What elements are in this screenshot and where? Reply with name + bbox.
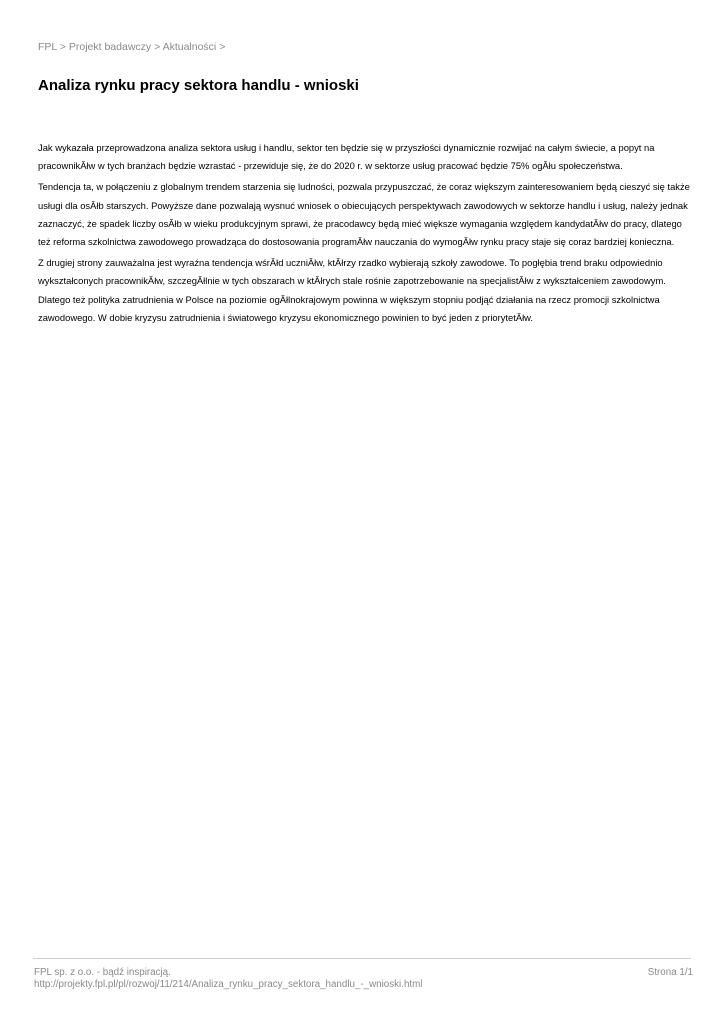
page-title: Analiza rynku pracy sektora handlu - wnioski (38, 77, 359, 94)
page-number: Strona 1/1 (647, 967, 693, 978)
breadcrumb-separator: > (59, 41, 66, 53)
breadcrumb-separator: > (154, 41, 161, 53)
breadcrumb-item-projekt-badawczy[interactable]: Projekt badawczy (68, 41, 152, 53)
breadcrumb (38, 41, 225, 53)
footer-divider (33, 958, 691, 959)
article-paragraph-2: Tendencja ta, w połączeniu z globalnym trendem starzenia się ludności, pozwala przypuszczać, że coraz większym zainteresowaniem będą cieszyć się także usługi dla osĂłb starszych. Powyższe dane pozwalają wysnuć wniosek o obiecujących perspektywach zawodowych w sektorze handlu i usług, należy jednak zaznaczyć, że spadek liczby osĂłb w wieku produkcyjnym sprawi, że pracodawcy będą mieć większe wymagania względem kandydatĂłw do pracy, dlatego też reforma szkolnictwa zawodowego prowadząca do dostosowania programĂłw nauczania do wymogĂłw rynku pracy staje się coraz bardziej konieczna. (38, 181, 690, 248)
article-paragraph-3: Z drugiej strony zauważalna jest wyraźna tendencja wśrĂłd uczniĂłw, ktĂłrzy rzadko wybierają szkoły zawodowe. To pogłębia trend braku odpowiednio wykształconych pracownikĂłw, szczegĂłlnie w tych obszarach w ktĂłrych stale rośnie zapotrzebowanie na specjalistĂłw z wykształceniem zawodowym. Dlatego też polityka zatrudnienia w Polsce na poziomie ogĂłlnokrajowym powinna w większym stopniu podjąć działania na rzecz promocji szkolnictwa zawodowego. W dobie kryzysu zatrudnienia i światowego kryzysu ekonomicznego powinien to być jeden z priorytetĂłw. (38, 257, 666, 323)
breadcrumb-item-fpl[interactable]: FPL (38, 41, 57, 53)
breadcrumb-item-aktualnosci[interactable]: Aktualności (162, 41, 217, 53)
article-paragraph-1: Jak wykazała przeprowadzona analiza sektora usług i handlu, sektor ten będzie się w przyszłości dynamicznie rozwijać na całym świecie, a popyt na pracownikĂłw w tych branżach będzie wzrastać - przewiduje się, że do 2020 r. w sektorze usług pracować będzie 75% ogĂłu społeczeństwa. (38, 142, 655, 172)
footer-info (34, 967, 422, 991)
article-body (38, 139, 690, 330)
footer-url: http://projekty.fpl.pl/pl/rozwoj/11/214/Analiza_rynku_pracy_sektora_handlu_-_wnioski.html (34, 979, 423, 990)
breadcrumb-separator: > (219, 41, 226, 53)
footer-company: FPL sp. z o.o. - bądź inspiracją. (34, 967, 171, 978)
